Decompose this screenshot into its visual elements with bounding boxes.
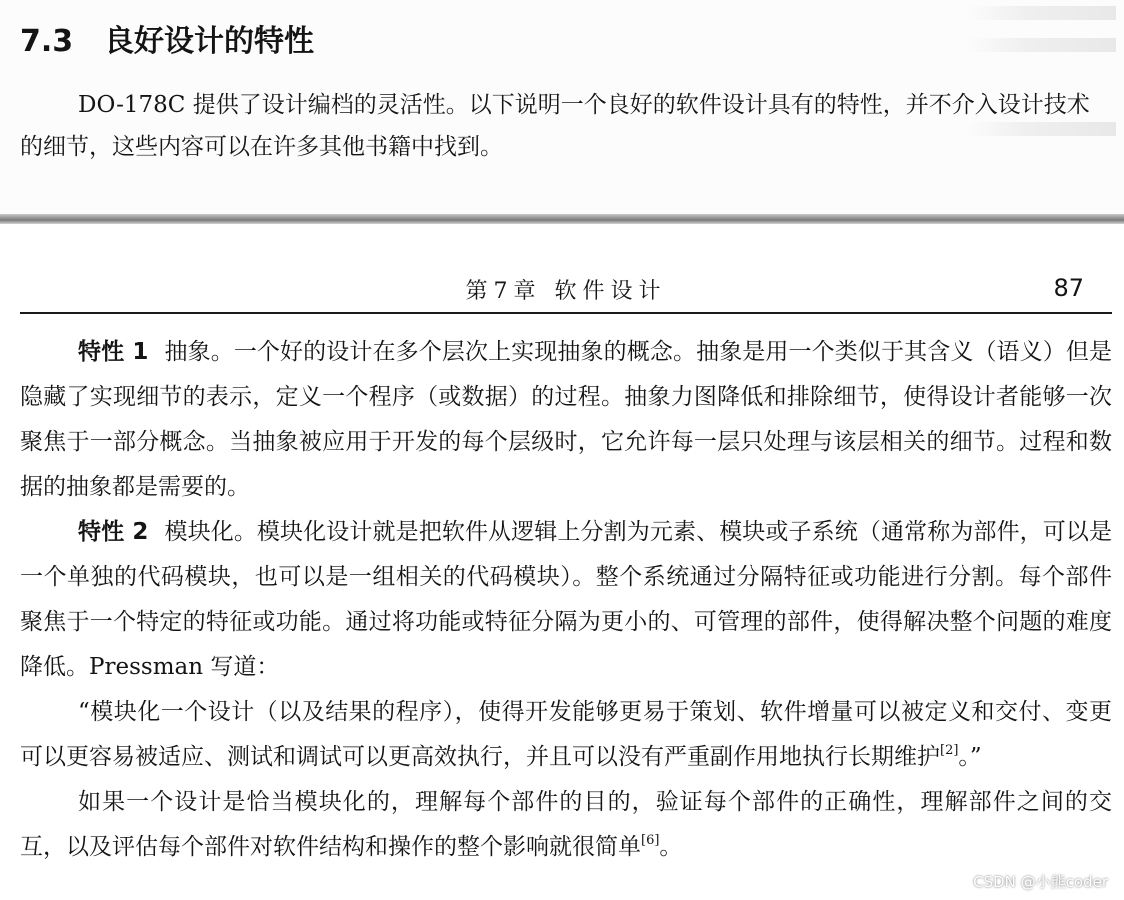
citation-ref-6: [6]	[641, 833, 660, 848]
quote-text: “模块化一个设计（以及结果的程序），使得开发能够更易于策划、软件增量可以被定义和交付、变更可以更容易被适应、测试和调试可以更高效执行，并且可以没有严重副作用地执行长期维护	[20, 699, 1112, 770]
quote-end: 。”	[958, 744, 982, 770]
section-number: 7.3	[20, 24, 74, 59]
body-text	[20, 330, 1112, 870]
feature-2-text: 模块化。模块化设计就是把软件从逻辑上分割为元素、模块或子系统（通常称为部件，可以是一个单独的代码模块，也可以是一组相关的代码模块）。整个系统通过分隔特征或功能进行分割。每个部件聚焦于一个特定的特征或功能。通过将功能或特征分隔为更小的、可管理的部件，使得解决整个问题的难度降低。Pressman 写道：	[20, 519, 1113, 680]
page-separator	[0, 214, 1124, 224]
bleed-through-shadow	[966, 6, 1116, 20]
pressman-quote	[20, 690, 1112, 780]
running-head	[20, 272, 1112, 314]
csdn-watermark: CSDN @小熊coder	[973, 873, 1108, 891]
feature-2-label: 特性 2	[78, 519, 149, 545]
closing-end: 。	[659, 834, 683, 860]
intro-paragraph: DO-178C 提供了设计编档的灵活性。以下说明一个良好的软件设计具有的特性，并不介入设计技术的细节，这些内容可以在许多其他书籍中找到。	[20, 92, 1090, 160]
section-title: 良好设计的特性	[104, 24, 314, 59]
feature-1-paragraph	[20, 330, 1112, 510]
closing-text: 如果一个设计是恰当模块化的，理解每个部件的目的，验证每个部件的正确性，理解部件之间的交互，以及评估每个部件对软件结构和操作的整个影响就很简单	[20, 789, 1112, 860]
chapter-title: 第7章 软件设计	[465, 279, 667, 304]
bleed-through-shadow	[966, 38, 1116, 52]
page-number: 87	[1053, 274, 1084, 302]
section-heading	[20, 20, 314, 64]
closing-paragraph	[20, 780, 1112, 870]
top-book-excerpt	[0, 0, 1124, 214]
feature-1-text: 抽象。一个好的设计在多个层次上实现抽象的概念。抽象是用一个类似于其含义（语义）但是隐藏了实现细节的表示，定义一个程序（或数据）的过程。抽象力图降低和排除细节，使得设计者能够一次聚焦于一部分概念。当抽象被应用于开发的每个层级时，它允许每一层只处理与该层相关的细节。过程和数据的抽象都是需要的。	[20, 339, 1113, 500]
citation-ref-2: [2]	[940, 743, 959, 758]
feature-1-label: 特性 1	[78, 339, 149, 365]
feature-2-paragraph	[20, 510, 1112, 690]
